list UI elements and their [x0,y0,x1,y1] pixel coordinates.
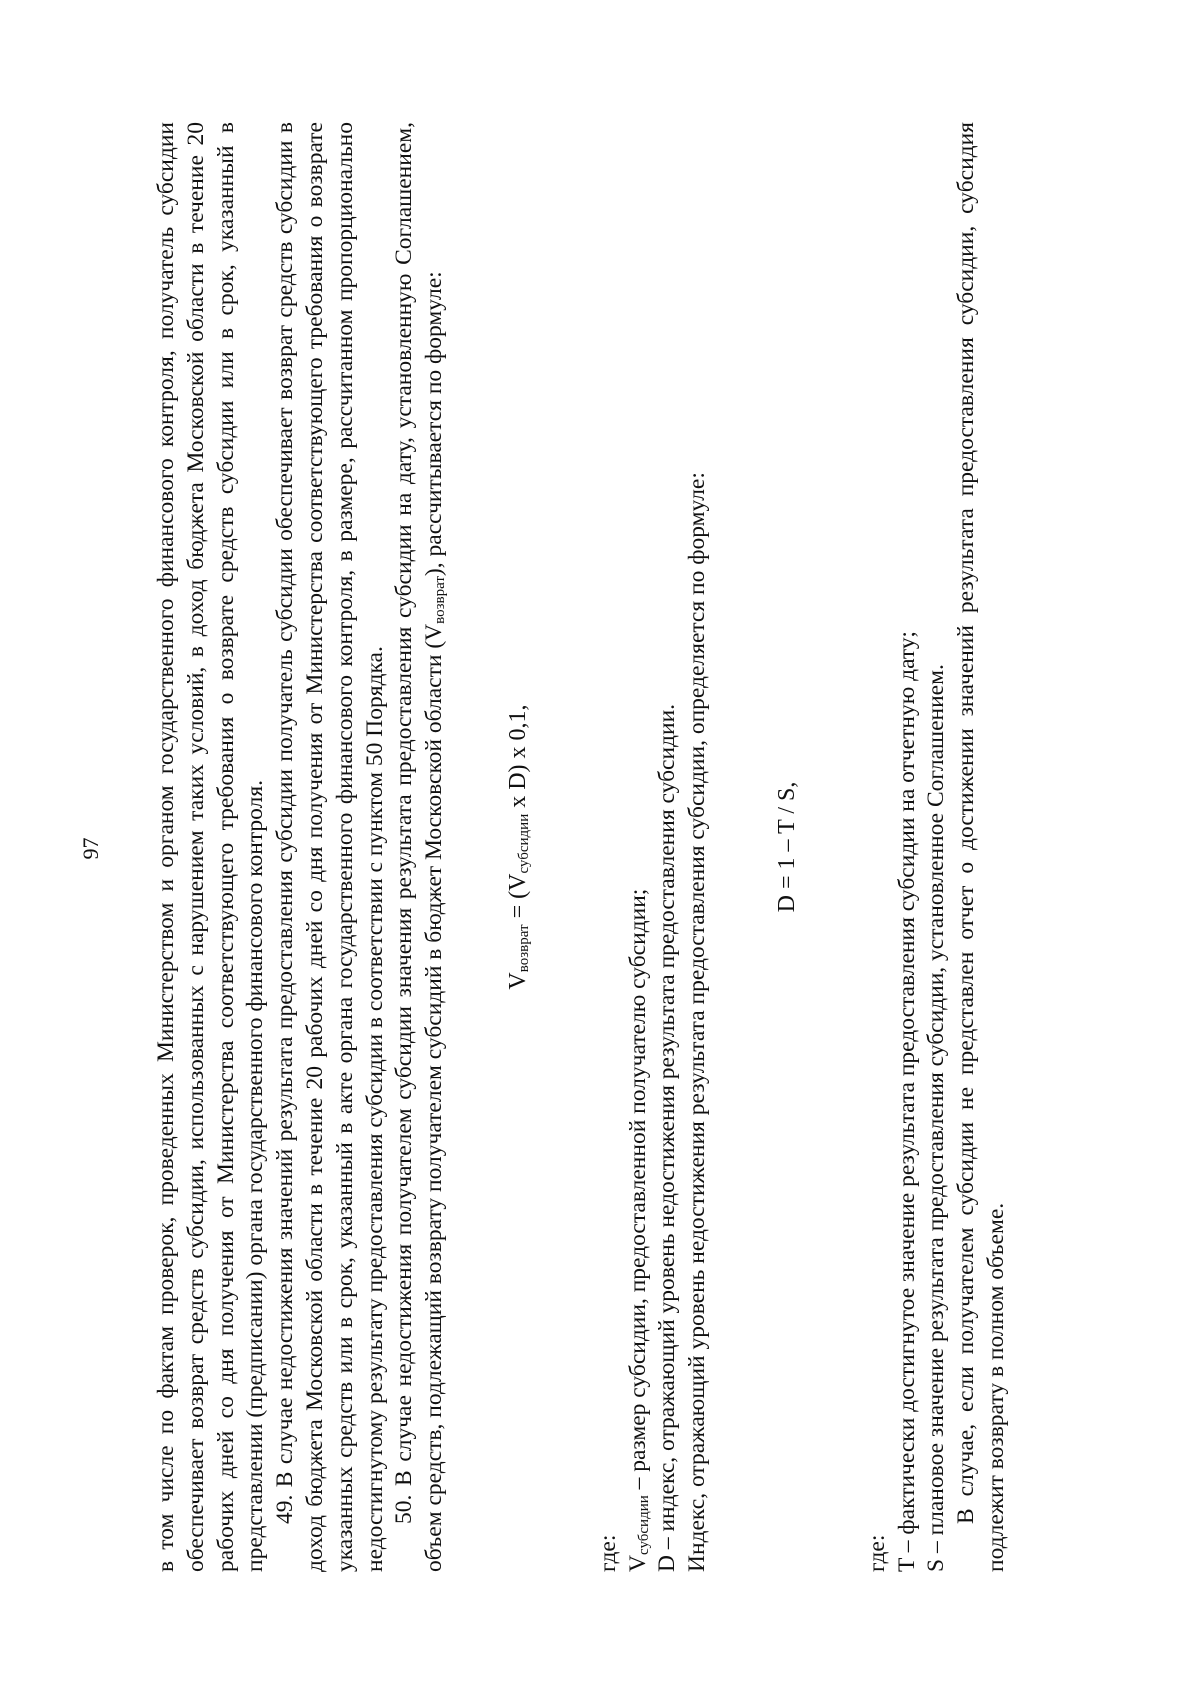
formula-index-d: D = 1 – T / S, [773,781,800,913]
index-description: Индекс, отражающий уровень недостижения результата предоставления субсидии, определяется по формуле: [684,472,711,1572]
formula-return-volume [504,122,534,1572]
where-label-2: где: [863,1534,890,1572]
paragraph-49: 49. В случае недостижения значений результата предоставления субсидии получатель субсидии обеспечивает возврат средств субсидии в доход бюджета Московской области в течение 20 рабочих дней со дня получения от Министерства соответствующего требования о возврате указанных средств или в срок, указанный в акте органа государственного финансового контроля, в размере, рассчитанном пропорционально недостигнутому результату предоставления субсидии в соответствии с пунктом 50 Порядка. [272,122,388,1572]
formula-sub-subsidy: субсидии [515,813,532,874]
page-number: 97 [78,837,103,860]
formula-middle: = (V [504,873,531,925]
document-body [152,122,1012,1572]
definition-v-text: – размер субсидии, предоставленной получателю субсидии; [624,888,651,1496]
definition-s: S – плановое значение результата предоставления субсидии, установленное Соглашением. [923,664,950,1572]
paragraph-50-text-start: 50. В случае недостижения получателем субсидии значения результата предоставления субсидии на дату, установленную Соглашением, объем средств, подлежащий возврату получателем субсидий в бюджет Московской области (V [391,122,448,1572]
definition-t: T – фактически достигнутое значение результата предоставления субсидии на отчетную дату; [893,631,920,1572]
definition-d: D – индекс, отражающий уровень недостижения результата предоставления субсидии. [654,703,681,1572]
paragraph-50-text-end: ), рассчитывается по формуле: [421,271,448,577]
paragraph-no-report: В случае, если получателем субсидии не представлен отчет о достижении значений результата предоставления субсидии, субсидия подлежит возврату в полном объеме. [953,122,1009,1572]
paragraph-50 [390,122,450,1572]
definition-v: V [624,1555,651,1572]
paragraph-50-subscript: возврат [432,576,449,624]
definition-v-subscript: субсидии [635,1495,652,1556]
where-label-1: где: [594,1534,621,1572]
paragraph-continuation: в том числе по фактам проверок, проведенных Министерством и органом государственного финансового контроля, получатель субсидии обеспечивает возврат средств субсидии, использованных с нарушением таких условий, в доход бюджета Московской области в течение 20 рабочих дней со дня получения от Министерства соответствующего требования о возврате средств субсидии или в срок, указанный в представлении (предписании) органа государственного финансового контроля. [153,122,269,1572]
formula-v: V [504,972,531,990]
definition-v-subsidy [624,122,654,1572]
formula-tail: x D) x 0,1, [504,704,531,814]
formula-sub-return: возврат [515,924,532,973]
